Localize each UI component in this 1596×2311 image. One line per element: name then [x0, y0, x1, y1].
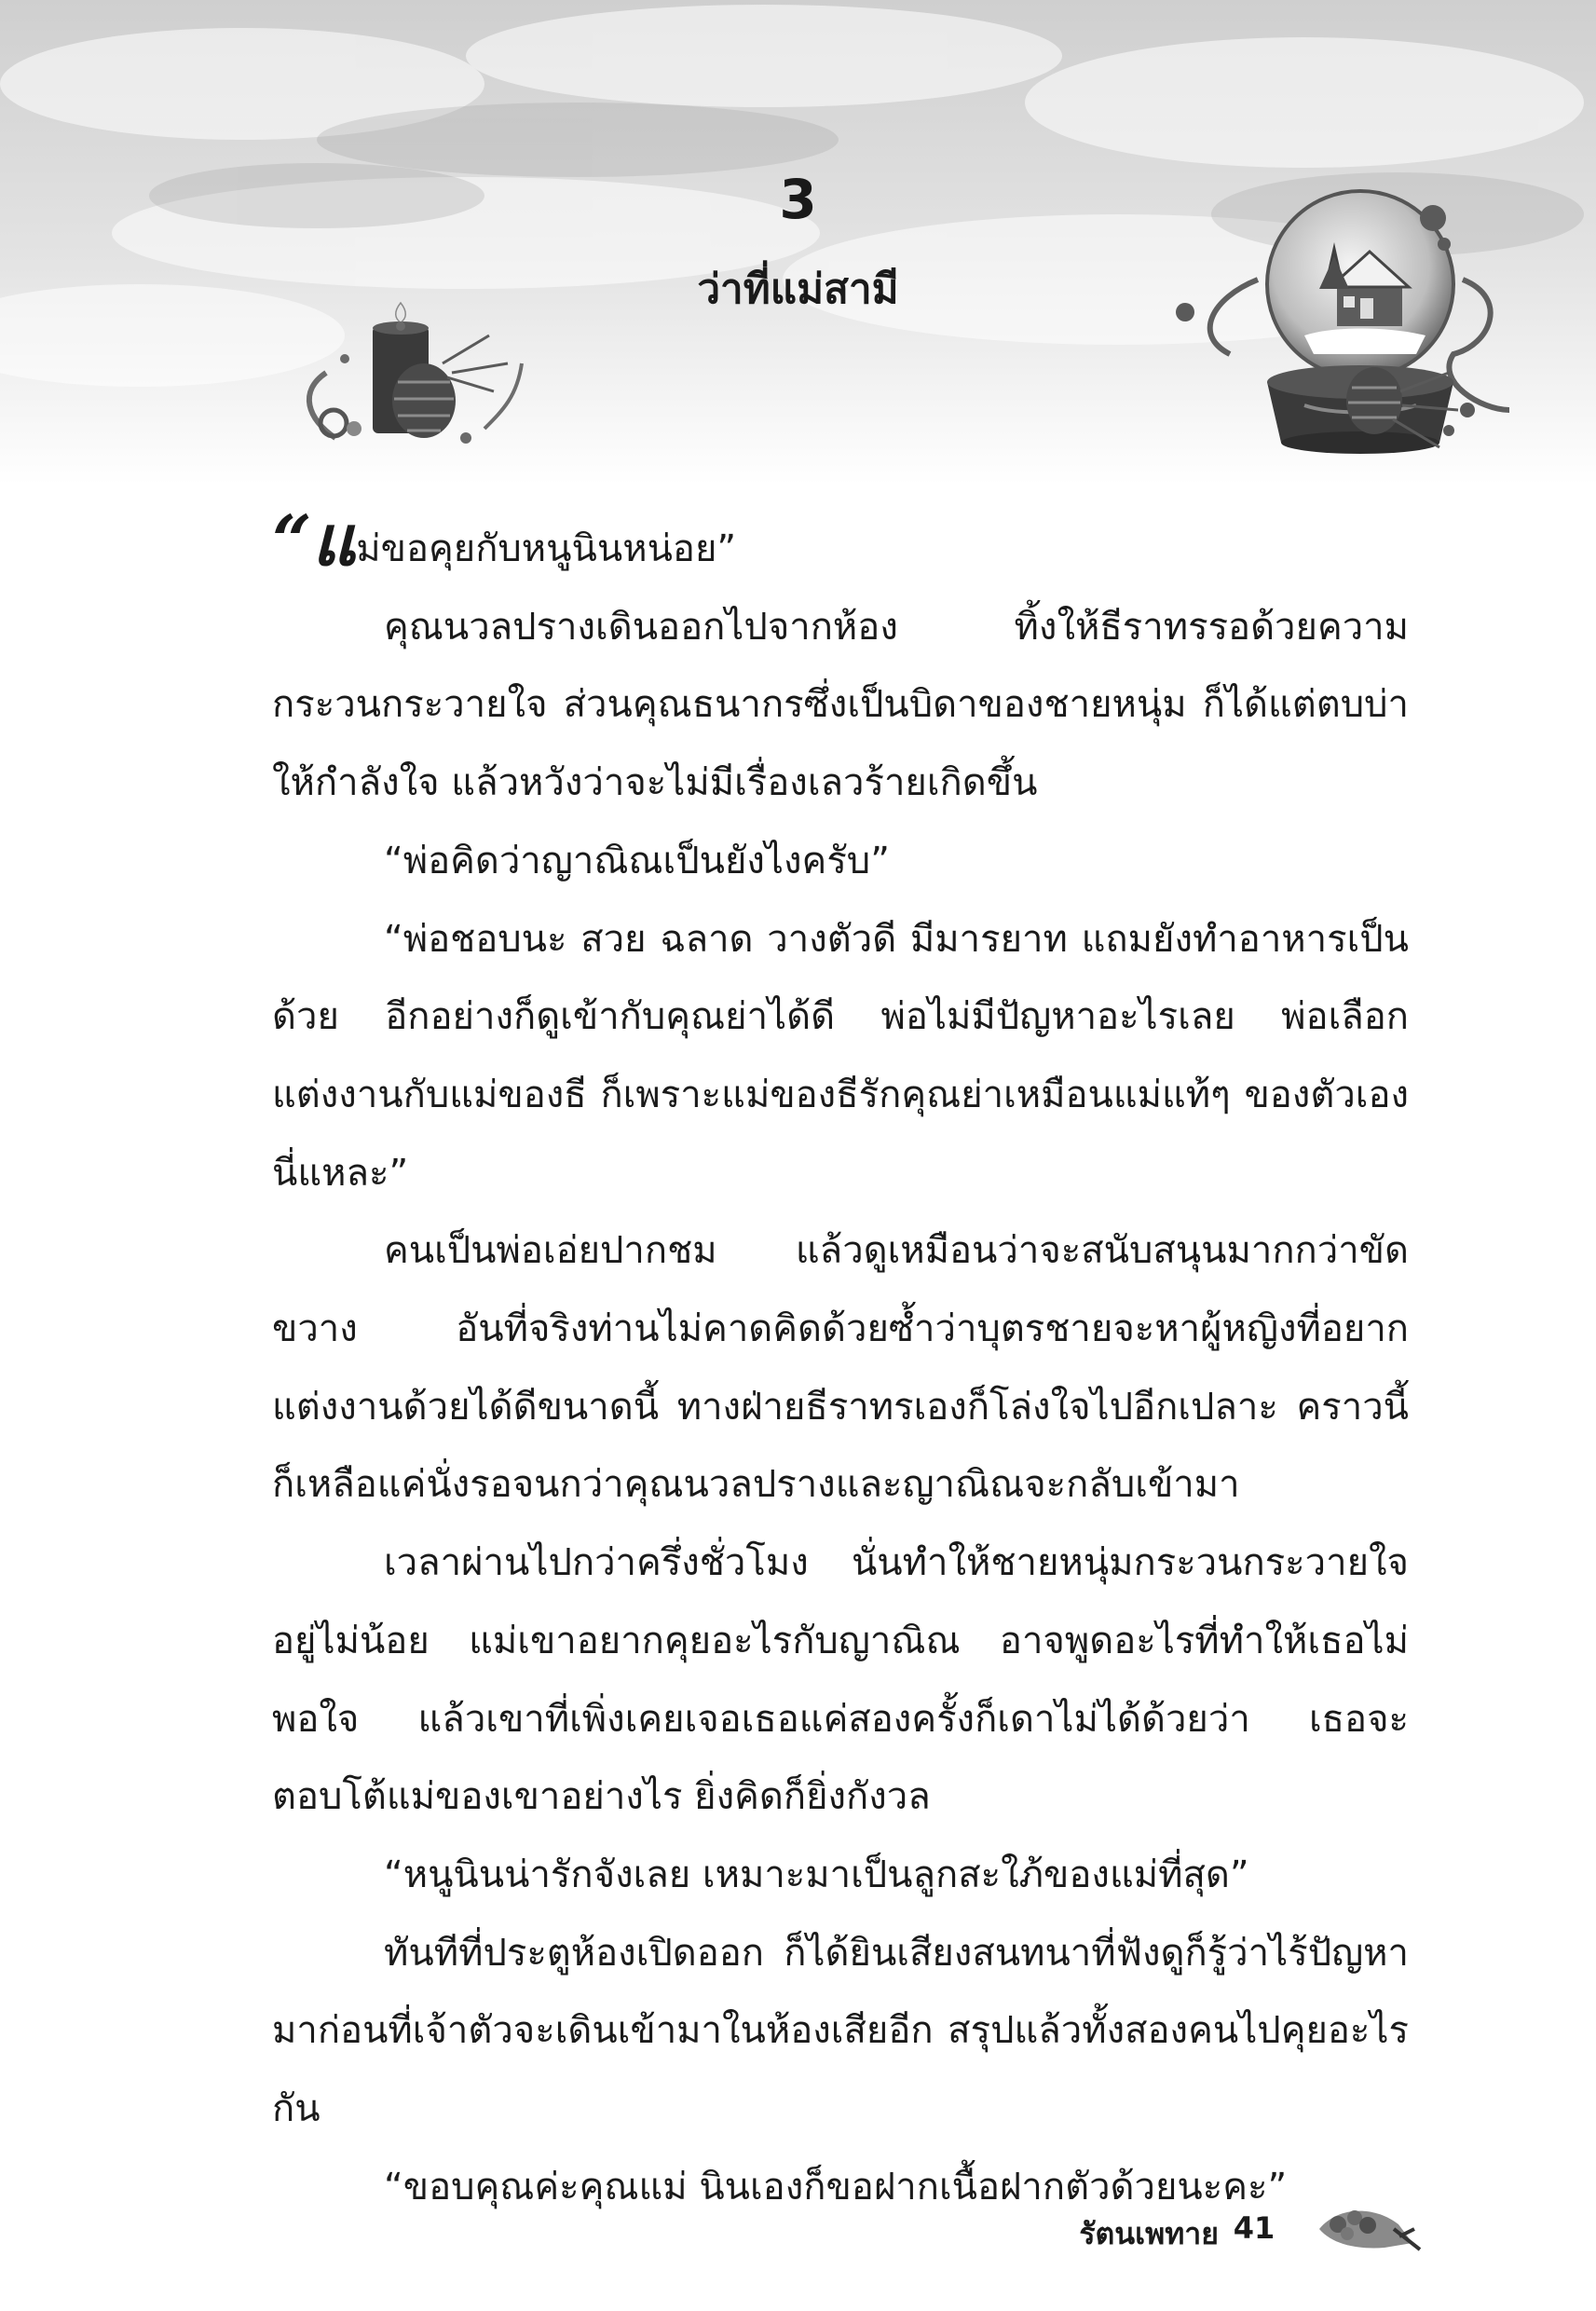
paragraph: ทันทีที่ประตูห้องเปิดออก ก็ได้ยินเสียงสนทนาที่ฟังดูก็รู้ว่าไร้ปัญหามาก่อนที่เจ้าตัวจะเดินเข้ามาในห้องเสียอีก สรุปแล้วทั้งสองคนไปคุยอะไรกัน	[272, 1931, 1409, 2131]
chapter-number: 3	[779, 168, 817, 231]
paragraph-text: ม่ขอคุยกับหนูนินหน่อย”	[356, 527, 737, 570]
running-footer-title: รัตนเพทาย	[1079, 2216, 1219, 2251]
paragraph: “พ่อชอบนะ สวย ฉลาด วางตัวดี มีมารยาท แถมยังทำอาหารเป็นด้วย อีกอย่างก็ดูเข้ากับคุณย่าได้ดี พ่อไม่มีปัญหาอะไรเลย พ่อเลือกแต่งงานกับแม่ของธี ก็เพราะแม่ของธีรักคุณย่าเหมือนแม่แท้ๆ ของตัวเองนี่แหละ”	[272, 917, 1409, 1195]
header-illustration	[0, 0, 1596, 485]
paragraph: “หนูนินน่ารักจังเลย เหมาะมาเป็นลูกสะใภ้ของแม่ที่สุด”	[384, 1853, 1249, 1896]
paragraph: “พ่อคิดว่าญาณิณเป็นยังไงครับ”	[384, 839, 890, 882]
chapter-title: ว่าที่แม่สามี	[697, 266, 899, 313]
paragraph: “ขอบคุณค่ะคุณแม่ นินเองก็ขอฝากเนื้อฝากตัวด้วยนะคะ”	[384, 2165, 1288, 2208]
chapter-body	[272, 501, 1409, 2226]
opening-paragraph	[160, 501, 1409, 589]
paragraph: คุณนวลปรางเดินออกไปจากห้อง ทิ้งให้ธีราทรรอด้วยความกระวนกระวายใจ ส่วนคุณธนากรซึ่งเป็นบิดาของชายหนุ่ม ก็ได้แต่ตบบ่าให้กำลังใจ แล้วหวังว่าจะไม่มีเรื่องเลวร้ายเกิดขึ้น	[272, 605, 1409, 805]
drop-cap: “แ	[272, 501, 357, 581]
paragraph: เวลาผ่านไปกว่าครึ่งชั่วโมง นั่นทำให้ชายหนุ่มกระวนกระวายใจอยู่ไม่น้อย แม่เขาอยากคุยอะไรกับญาณิณ อาจพูดอะไรที่ทำให้เธอไม่พอใจ แล้วเขาที่เพิ่งเคยเจอเธอแค่สองครั้งก็เดาไม่ได้ด้วยว่า เธอจะตอบโต้แม่ของเขาอย่างไร ยิ่งคิดก็ยิ่งกังวล	[272, 1541, 1409, 1819]
flower-bouquet-icon	[1310, 2192, 1422, 2257]
paragraph: คนเป็นพ่อเอ่ยปากชม แล้วดูเหมือนว่าจะสนับสนุนมากกว่าขัดขวาง อันที่จริงท่านไม่คาดคิดด้วยซ้ำว่าบุตรชายจะหาผู้หญิงที่อยากแต่งงานด้วยได้ดีขนาดนี้ ทางฝ่ายธีราทรเองก็โล่งใจไปอีกเปลาะ คราวนี้ก็เหลือแค่นั่งรอจนกว่าคุณนวลปรางและญาณิณจะกลับเข้ามา	[272, 1229, 1409, 1507]
page-number: 41	[1233, 2210, 1275, 2246]
